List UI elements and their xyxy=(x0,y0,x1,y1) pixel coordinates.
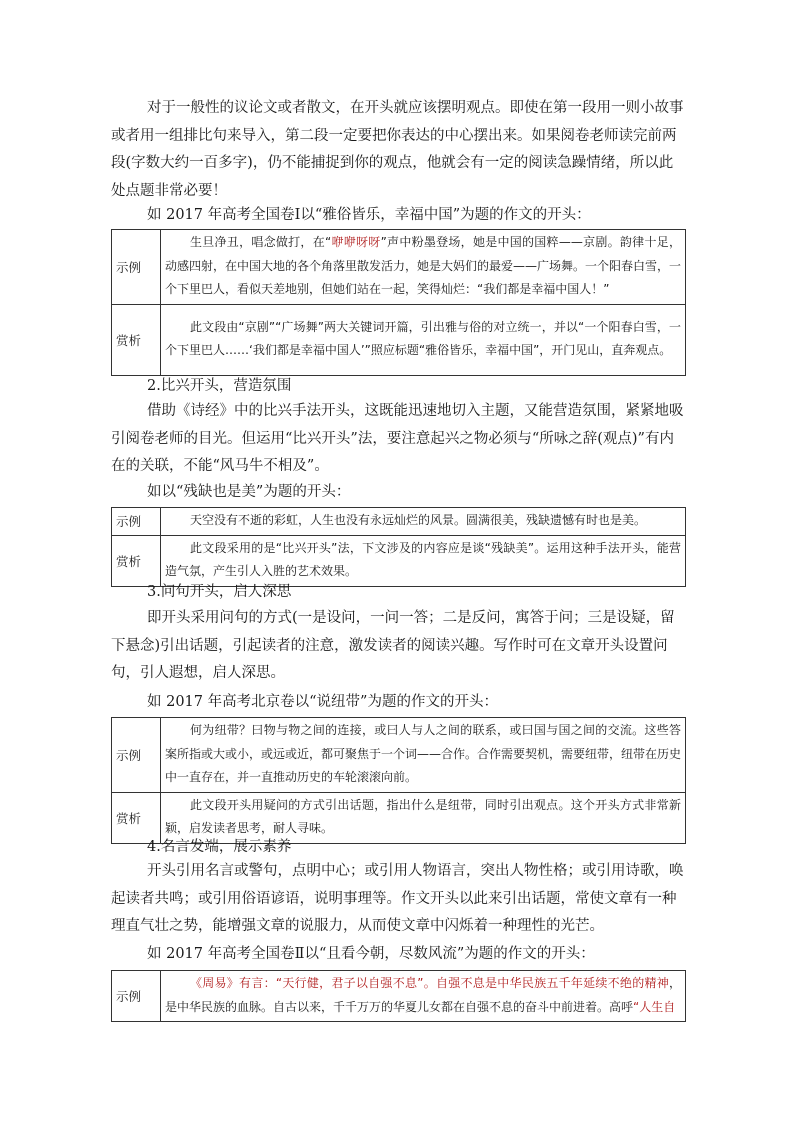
example-text-part: ”声中粉墨登场，她是中国的国粹——京剧。韵律十足，动感四射，在中国大地的各个角落里散发活力，她是大妈们的最爱——广场舞。一个阳春白雪，一个下里巴人，看似天差地别，但她们站在一起，笑得灿烂：“我们都是幸福中国人！” xyxy=(165,235,682,296)
section-heading-2: 2.比兴开头，营造氛围 xyxy=(147,378,292,394)
example-table-3 xyxy=(111,717,686,844)
table-label-example: 示例 xyxy=(112,971,161,1022)
table-example-text xyxy=(161,971,686,1022)
quote-highlight: 《周易》有言：“天行健，君子以自强不息”。自强不息是中华民族五千年延续不绝的精神 xyxy=(190,976,669,990)
table-example-text: 天空没有不逝的彩虹，人生也没有永远灿烂的风景。圆满很美，残缺遗憾有时也是美。 xyxy=(161,508,686,536)
example-text-part: ，是中华民族的血脉。自古以来，千千万万的华夏儿女都在自强不息的奋斗中前进着。高呼 xyxy=(165,976,681,1014)
section-3-paragraph: 即开头采用问句的方式(一是设问，一问一答；二是反问，寓答于问；三是设疑，留下悬念)引出话题，引起读者的注意，激发读者的阅读兴趣。写作时可在文章开头设置问句，引人遐想，启人深思。 xyxy=(111,610,675,681)
table-label-example: 示例 xyxy=(112,230,161,305)
section-3-example-lead: 如 2017 年高考北京卷以“说纽带”为题的作文的开头： xyxy=(147,694,498,710)
section-4-example-lead: 如 2017 年高考全国卷Ⅱ以“且看今朝，尽数风流”为题的作文的开头： xyxy=(147,946,595,962)
table-example-text: 何为纽带？曰物与物之间的连接，或曰人与人之间的联系，或曰国与国之间的交流。这些答案所指或大或小，或远或近，都可聚焦于一个词——合作。合作需要契机，需要纽带，纽带在历史中一直存在，并一直推动历史的车轮滚滚向前。 xyxy=(161,718,686,793)
table-comment-text: 此文段采用的是“比兴开头”法，下文涉及的内容应是谈“残缺美”。运用这种手法开头，能营造气氛，产生引人入胜的艺术效果。 xyxy=(161,535,686,586)
table-label-comment: 赏析 xyxy=(112,535,161,586)
intro-paragraph: 对于一般性的议论文或者散文，在开头就应该摆明观点。即使在第一段用一则小故事或者用一组排比句来导入，第二段一定要把你表达的中心摆出来。如果阅卷老师读完前两段(字数大约一百多字)，仍不能捕捉到你的观点，他就会有一定的阅读急躁情绪，所以此处点题非常必要！ xyxy=(111,100,684,199)
example-text-part: 生旦净丑，唱念做打，在“ xyxy=(190,235,332,249)
table-label-example: 示例 xyxy=(112,508,161,536)
section-2-example-lead: 如以“残缺也是美”为题的开头： xyxy=(147,484,351,500)
example-table-4 xyxy=(111,970,686,1022)
intro-example-lead: 如 2017 年高考全国卷Ⅰ以“雅俗皆乐，幸福中国”为题的作文的开头： xyxy=(147,207,591,223)
example-table-1 xyxy=(111,229,686,376)
table-comment-text: 此文段开头用疑问的方式引出话题，指出什么是纽带，同时引出观点。这个开头方式非常新颖，启发读者思考，耐人寻味。 xyxy=(161,792,686,843)
onomatopoeia-highlight: 咿咿呀呀 xyxy=(331,235,381,249)
quote-highlight: “人生自 xyxy=(633,999,676,1014)
section-heading-4: 4.名言发端，展示素养 xyxy=(147,839,292,855)
table-label-comment: 赏析 xyxy=(112,304,161,375)
section-heading-3: 3.问句开头，启人深思 xyxy=(147,584,292,600)
section-4-paragraph: 开头引用名言或警句，点明中心；或引用人物语言，突出人物性格；或引用诗歌，唤起读者共鸣；或引用俗语谚语，说明事理等。作文开头以此来引出话题，常使文章有一种理直气壮之势，能增强文章的说服力，从而使文章中闪烁着一种理性的光芒。 xyxy=(111,863,684,934)
example-table-2 xyxy=(111,507,686,587)
table-example-text xyxy=(161,230,686,305)
table-label-comment: 赏析 xyxy=(112,792,161,843)
table-label-example: 示例 xyxy=(112,718,161,793)
table-comment-text: 此文段由“京剧”“广场舞”两大关键词开篇，引出雅与俗的对立统一，并以“一个阳春白雪，一个下里巴人……‘我们都是幸福中国人’”照应标题“雅俗皆乐，幸福中国”，开门见山，直奔观点。 xyxy=(161,304,686,375)
section-2-paragraph: 借助《诗经》中的比兴手法开头，这既能迅速地切入主题，又能营造氛围，紧紧地吸引阅卷老师的目光。但运用“比兴开头”法，要注意起兴之物必须与“所咏之辞(观点)”有内在的关联，不能“风马牛不相及”。 xyxy=(111,403,684,474)
